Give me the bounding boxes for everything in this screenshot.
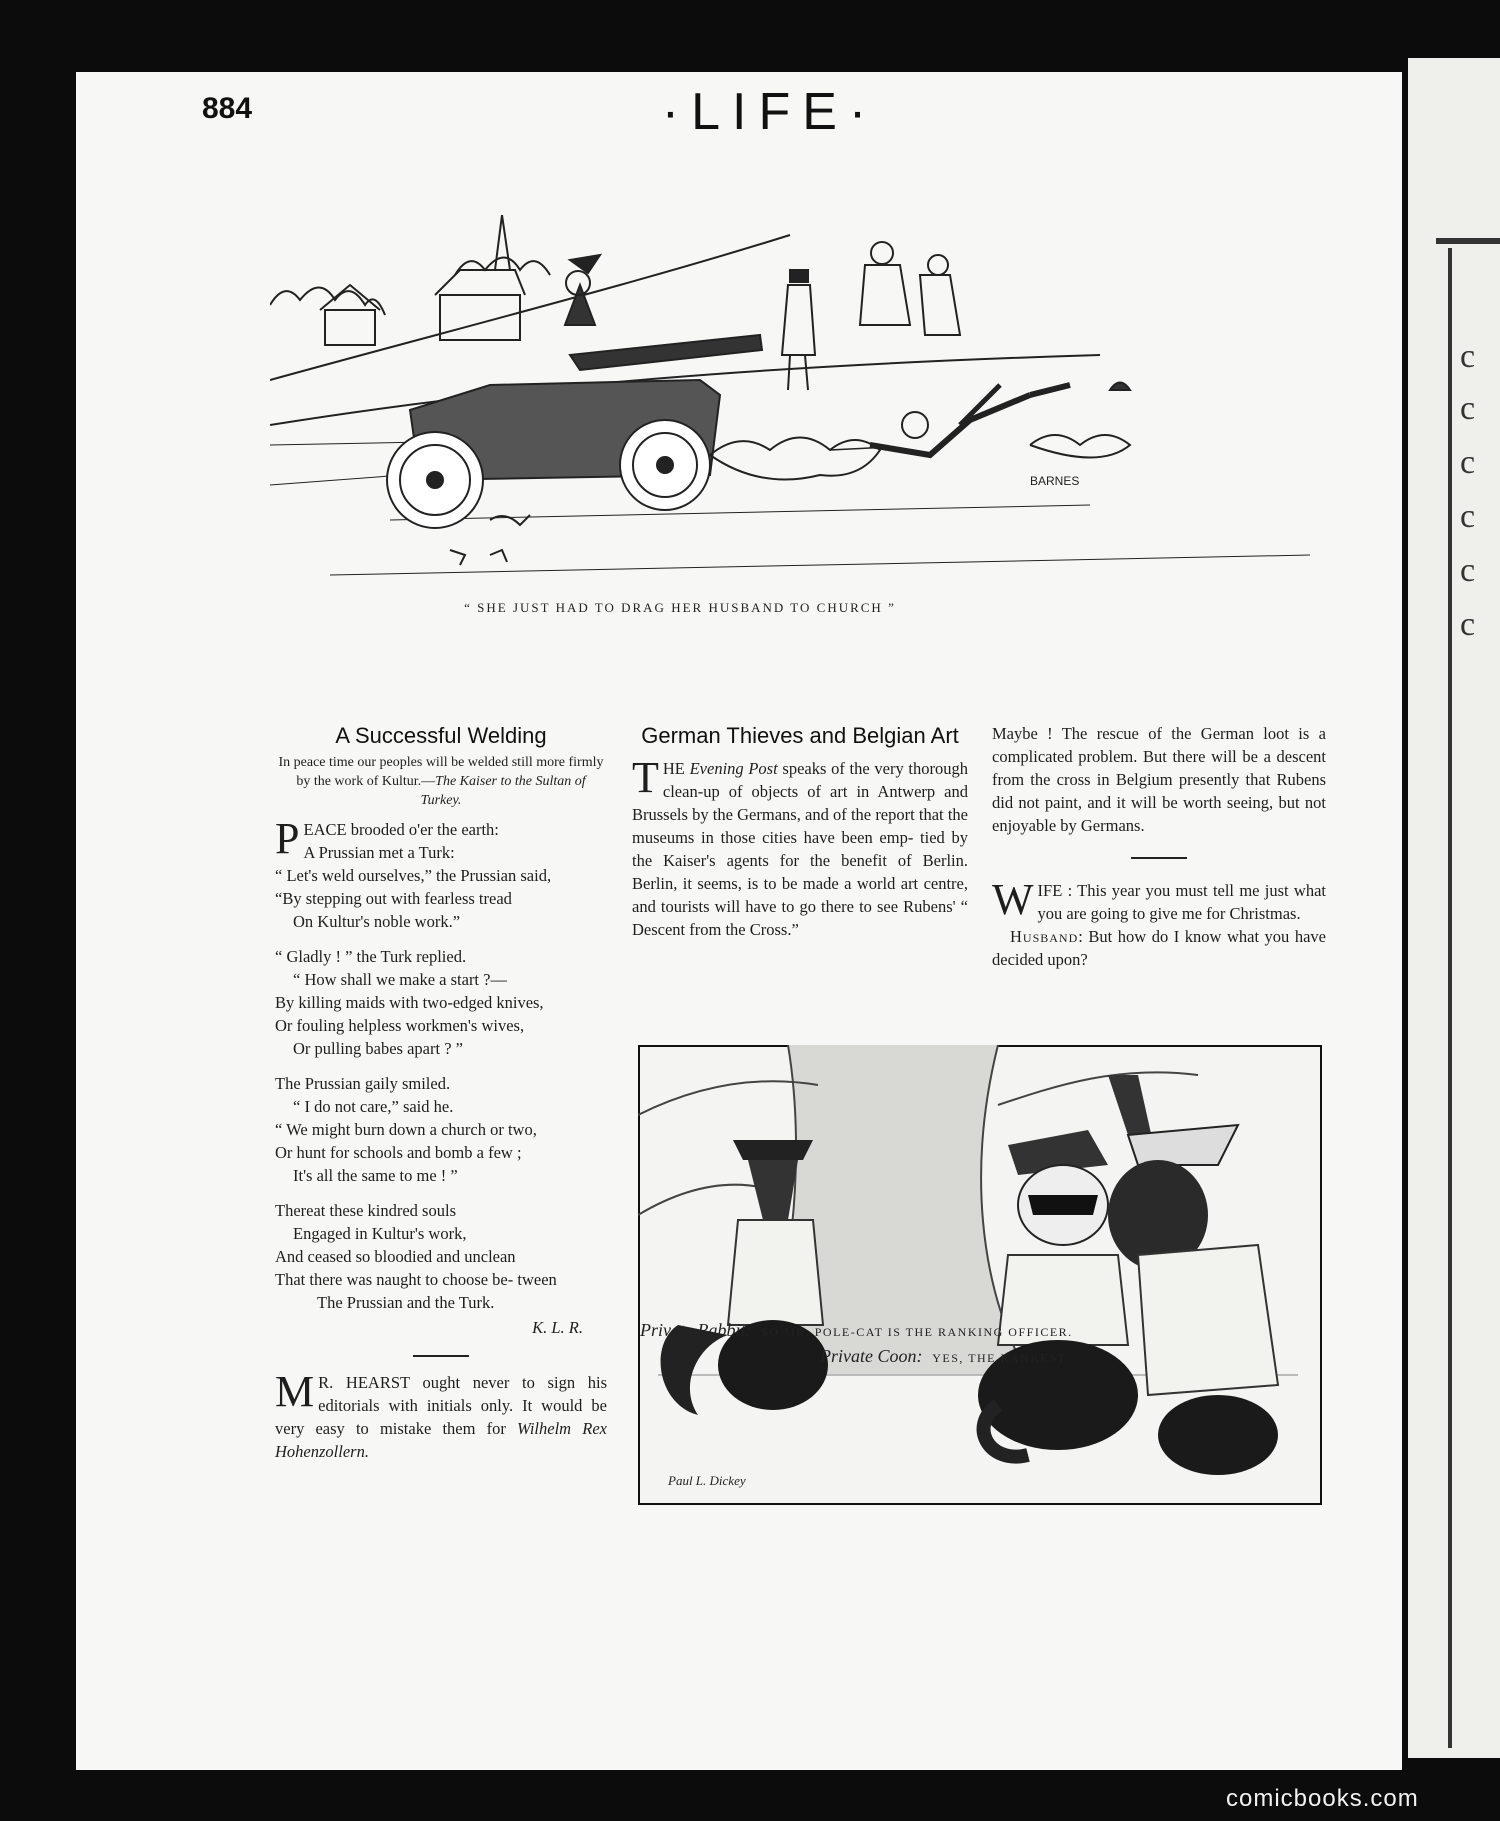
adjacent-page-rule-top [1436,238,1500,244]
article-body-text: speaks of the very thorough clean-up of objects of art in Antwerp and Brussels by the Germans, and of the report that the museums in those cities have been emp- tied by the Kaiser's agents for the benefit of Berlin. Berlin, it seems, is to be made a world art centre, and tourists will have to go there to see Rubens' “ Descent from the Cross.” [632,759,968,939]
article-epigraph [275,753,607,810]
poem-line: “ How shall we make a start ?— [293,970,507,989]
poem-line: Or hunt for schools and bomb a few ; [275,1143,522,1162]
bottom-cartoon-signature: Paul L. Dickey [668,1473,746,1488]
adjacent-page-glyph: c [1460,338,1476,375]
section-divider [1131,857,1187,859]
top-cartoon-caption: “ SHE JUST HAD TO DRAG HER HUSBAND TO CHURCH ” [464,600,896,615]
drop-cap: T [632,753,659,802]
joke-wife-text: IFE : This year you must tell me just what you are going to give me for Christmas. [1037,881,1326,923]
poem-line: A Prussian met a Turk: [303,843,455,862]
poem-line: That there was naught to choose be- tween [275,1270,557,1289]
speaker-coon: Private Coon: [820,1346,923,1366]
section-divider [413,1355,469,1357]
adjacent-page-glyph: c [1460,552,1476,589]
poem-line: The Prussian gaily smiled. [275,1074,451,1093]
poem-stanza [275,1072,607,1187]
bottom-cartoon-drawing [638,1045,1322,1505]
poem-line: By killing maids with two-edged knives, [275,993,544,1012]
poem-line: Engaged in Kultur's work, [293,1224,467,1243]
publication-name: Evening Post [689,759,778,778]
drop-cap: M [275,1367,315,1416]
caption-line [640,1344,1260,1370]
poem-line: “ I do not care,” said he. [293,1097,454,1116]
hearst-note-text: R. HEARST ought never to sign his editorials with initials only. It would be very easy to mistake them for [275,1373,607,1438]
epigraph-text: In peace time our peoples will be welded still more firmly by the work of Kultur.— [278,755,604,789]
joke-husband [992,925,1326,971]
poem-line: “ Let's weld ourselves,” the Prussian said, [275,866,552,885]
article-continuation-column [992,722,1326,971]
adjacent-page-glyph: c [1460,390,1476,427]
poem-line: “By stepping out with fearless tread [275,889,512,908]
poem-line: EACE brooded o'er the earth: [303,820,499,839]
poem-line: Thereat these kindred souls [275,1201,456,1220]
hearst-note-name: Wilhelm Rex Hohenzollern. [275,1419,607,1461]
poem-signature: K. L. R. [532,1318,583,1337]
article-title: German Thieves and Belgian Art [641,723,959,748]
bottom-cartoon-caption [640,1318,1260,1370]
drop-cap: W [992,875,1034,924]
article-title: A Successful Welding [335,723,547,748]
speaker-label: Husband [1010,927,1079,946]
joke-husband-text: : But how do I know what you have decided upon? [992,927,1326,969]
bottom-cartoon-illustration [638,1045,1322,1505]
top-cartoon-illustration [270,215,1330,655]
article-successful-welding [275,722,607,1463]
poem-line: “ We might burn down a church or two, [275,1120,537,1139]
adjacent-page-edge [1408,58,1500,1758]
adjacent-page-glyph: c [1460,498,1476,535]
poem-line: It's all the same to me ! ” [293,1166,458,1185]
drop-cap: P [275,814,300,863]
caption-text: SO MR. POLE-CAT IS THE RANKING OFFICER. [761,1325,1073,1339]
poem-stanza [275,814,607,933]
article-body-text: HE [662,759,690,778]
masthead-title: ·LIFE· [661,83,879,141]
poem-stanza [275,945,607,1060]
hearst-note [275,1367,607,1463]
article-german-thieves [632,722,968,941]
article-continuation: Maybe ! The rescue of the German loot is a complicated problem. But there will be a descent from the cross in Belgium presently that Rubens did not paint, and it will be worth seeing, but not enjoyable by Germans. [992,724,1326,835]
poem-line: Or fouling helpless workmen's wives, [275,1016,525,1035]
epigraph-source: The Kaiser to the Sultan of Turkey. [420,774,586,808]
top-cartoon-signature: BARNES [1030,474,1080,488]
poem-line: “ Gladly ! ” the Turk replied. [275,947,467,966]
watermark: comicbooks.com [1226,1785,1419,1812]
speaker-rabbit: Private Rabbit: [640,1320,752,1340]
adjacent-page-rule [1448,248,1452,1748]
adjacent-page-glyph: c [1460,444,1476,481]
adjacent-page-glyph: c [1460,606,1476,643]
joke-wife [992,875,1326,925]
poem-line: On Kultur's noble work.” [293,912,461,931]
poem-line: And ceased so bloodied and unclean [275,1247,516,1266]
page-number: 884 [202,92,253,125]
poem-line: Or pulling babes apart ? ” [293,1039,463,1058]
caption-text: YES, THE RANKEST. [932,1351,1070,1365]
article-body [632,753,968,941]
caption-line [640,1318,1260,1344]
top-cartoon-drawing [270,215,1330,655]
poem-stanza [275,1199,607,1314]
poem-line: The Prussian and the Turk. [317,1293,495,1312]
